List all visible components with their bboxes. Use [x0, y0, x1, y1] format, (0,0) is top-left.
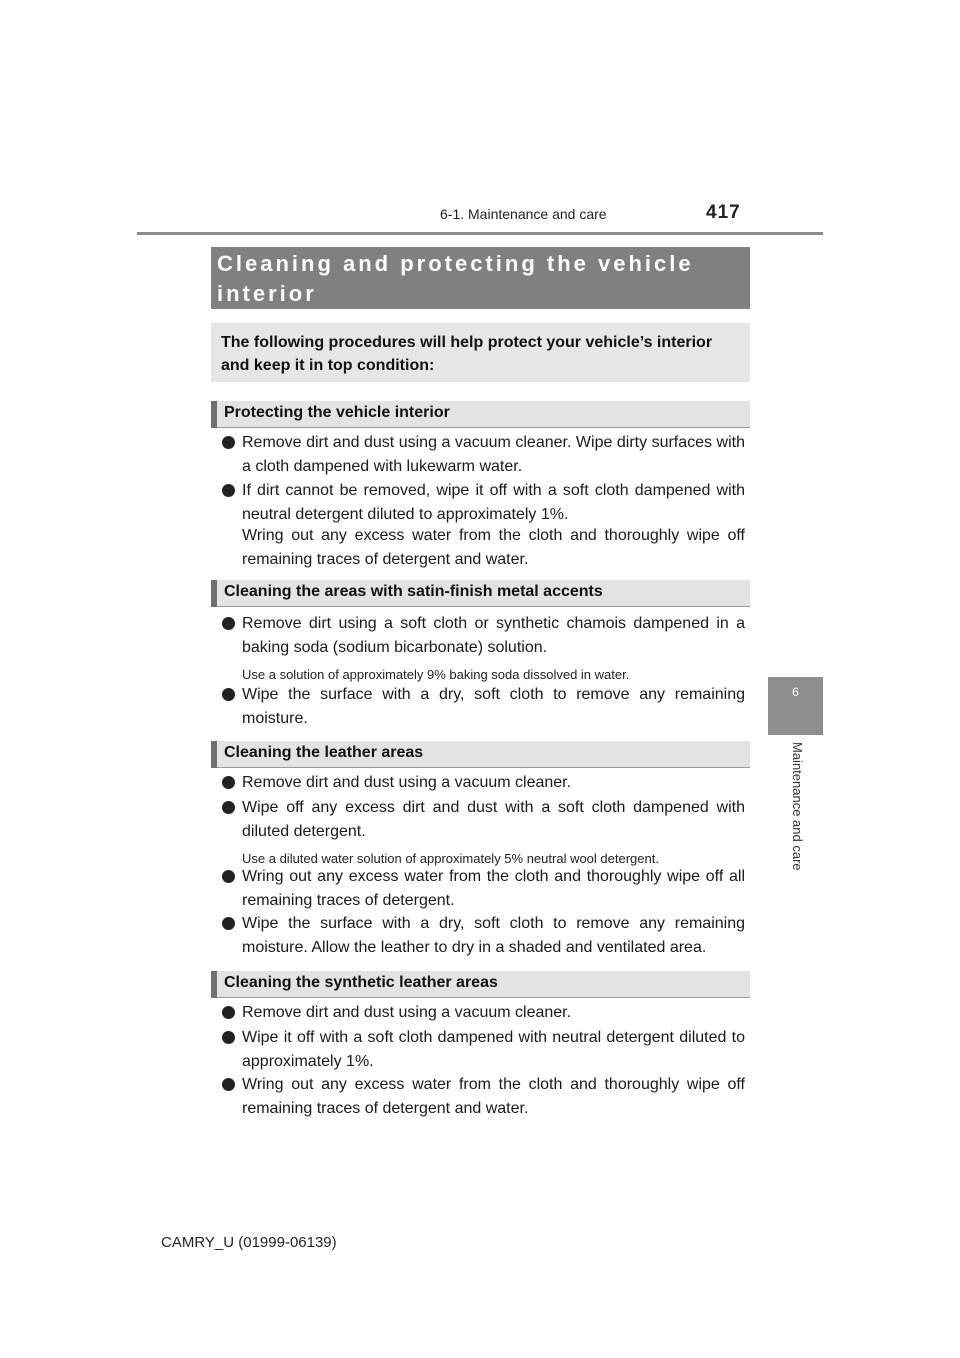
- section-heading-text: Cleaning the areas with satin-finish metal accents: [224, 583, 603, 600]
- chapter-number: 6: [792, 685, 799, 699]
- section-heading-protecting: [211, 401, 750, 428]
- chapter-label: Maintenance and care: [790, 742, 805, 871]
- list-item-text: If dirt cannot be removed, wipe it off with a soft cloth dampened with neutral detergent diluted to approximately 1%.: [242, 482, 745, 523]
- section-heading-synthetic-leather: [211, 971, 750, 998]
- list-item: [222, 683, 745, 731]
- list-item: [222, 1001, 745, 1025]
- bullet-icon: [222, 776, 235, 789]
- heading-accent-bar: [211, 971, 217, 998]
- bullet-icon: [222, 617, 235, 630]
- bullet-icon: [222, 1078, 235, 1091]
- heading-accent-bar: [211, 741, 217, 768]
- note-text: Use a solution of approximately 9% baking soda dissolved in water.: [242, 667, 630, 682]
- intro-text: The following procedures will help protect your vehicle’s interior and keep it in top condition:: [221, 334, 713, 374]
- list-item: [222, 865, 745, 913]
- chapter-tab[interactable]: [768, 677, 823, 735]
- list-item-text: Remove dirt using a soft cloth or synthetic chamois dampened in a baking soda (sodium bicarbonate) solution.: [242, 615, 745, 656]
- bullet-icon: [222, 1006, 235, 1019]
- chapter-label-container: [790, 742, 812, 892]
- list-item: [222, 479, 745, 527]
- bullet-icon: [222, 436, 235, 449]
- list-item-text: Wring out any excess water from the cloth and thoroughly wipe off remaining traces of detergent and water.: [242, 1076, 745, 1117]
- header-divider: [137, 232, 823, 235]
- bullet-icon: [222, 917, 235, 930]
- section-heading-leather: [211, 741, 750, 768]
- intro-box: [211, 323, 750, 382]
- section-header: 6-1. Maintenance and care: [440, 206, 607, 222]
- section-heading-text: Protecting the vehicle interior: [224, 404, 450, 421]
- list-item-text: Wipe the surface with a dry, soft cloth to remove any remaining moisture.: [242, 686, 745, 727]
- list-item: [222, 771, 745, 795]
- section-heading-text: Cleaning the synthetic leather areas: [224, 974, 498, 991]
- list-item-text: Wipe off any excess dirt and dust with a soft cloth dampened with diluted detergent.: [242, 799, 745, 840]
- list-item: [222, 796, 745, 844]
- note-text: Use a diluted water solution of approximately 5% neutral wool detergent.: [242, 851, 659, 866]
- bullet-icon: [222, 801, 235, 814]
- bullet-icon: [222, 688, 235, 701]
- list-item: [222, 431, 745, 479]
- footer-model-code: CAMRY_U (01999-06139): [161, 1234, 337, 1251]
- list-item-text: Wipe it off with a soft cloth dampened with neutral detergent diluted to approximately 1%.: [242, 1029, 745, 1070]
- list-item-text: Remove dirt and dust using a vacuum cleaner.: [242, 1004, 572, 1021]
- list-item-text: Wipe the surface with a dry, soft cloth to remove any remaining moisture. Allow the leather to dry in a shaded and ventilated area.: [242, 915, 745, 956]
- list-item-text: Remove dirt and dust using a vacuum cleaner.: [242, 774, 572, 791]
- list-item: [222, 1026, 745, 1074]
- list-item-text: Remove dirt and dust using a vacuum cleaner. Wipe dirty surfaces with a cloth dampened with lukewarm water.: [242, 434, 745, 475]
- page-title: Cleaning and protecting the vehicle interior: [217, 251, 694, 306]
- section-heading-satin-metal: [211, 580, 750, 607]
- section-heading-text: Cleaning the leather areas: [224, 744, 424, 761]
- bullet-icon: [222, 870, 235, 883]
- page-title-banner: [211, 247, 750, 309]
- bullet-icon: [222, 484, 235, 497]
- list-item: [222, 912, 745, 960]
- list-item-continuation: [222, 524, 745, 572]
- list-item-text: Wring out any excess water from the cloth and thoroughly wipe off all remaining traces of detergent.: [242, 868, 745, 909]
- list-item: [222, 1073, 745, 1121]
- heading-accent-bar: [211, 401, 217, 428]
- list-item-text: Wring out any excess water from the cloth and thoroughly wipe off remaining traces of detergent and water.: [242, 527, 745, 568]
- heading-accent-bar: [211, 580, 217, 607]
- bullet-icon: [222, 1031, 235, 1044]
- page-number: 417: [706, 202, 741, 223]
- list-item: [222, 612, 745, 660]
